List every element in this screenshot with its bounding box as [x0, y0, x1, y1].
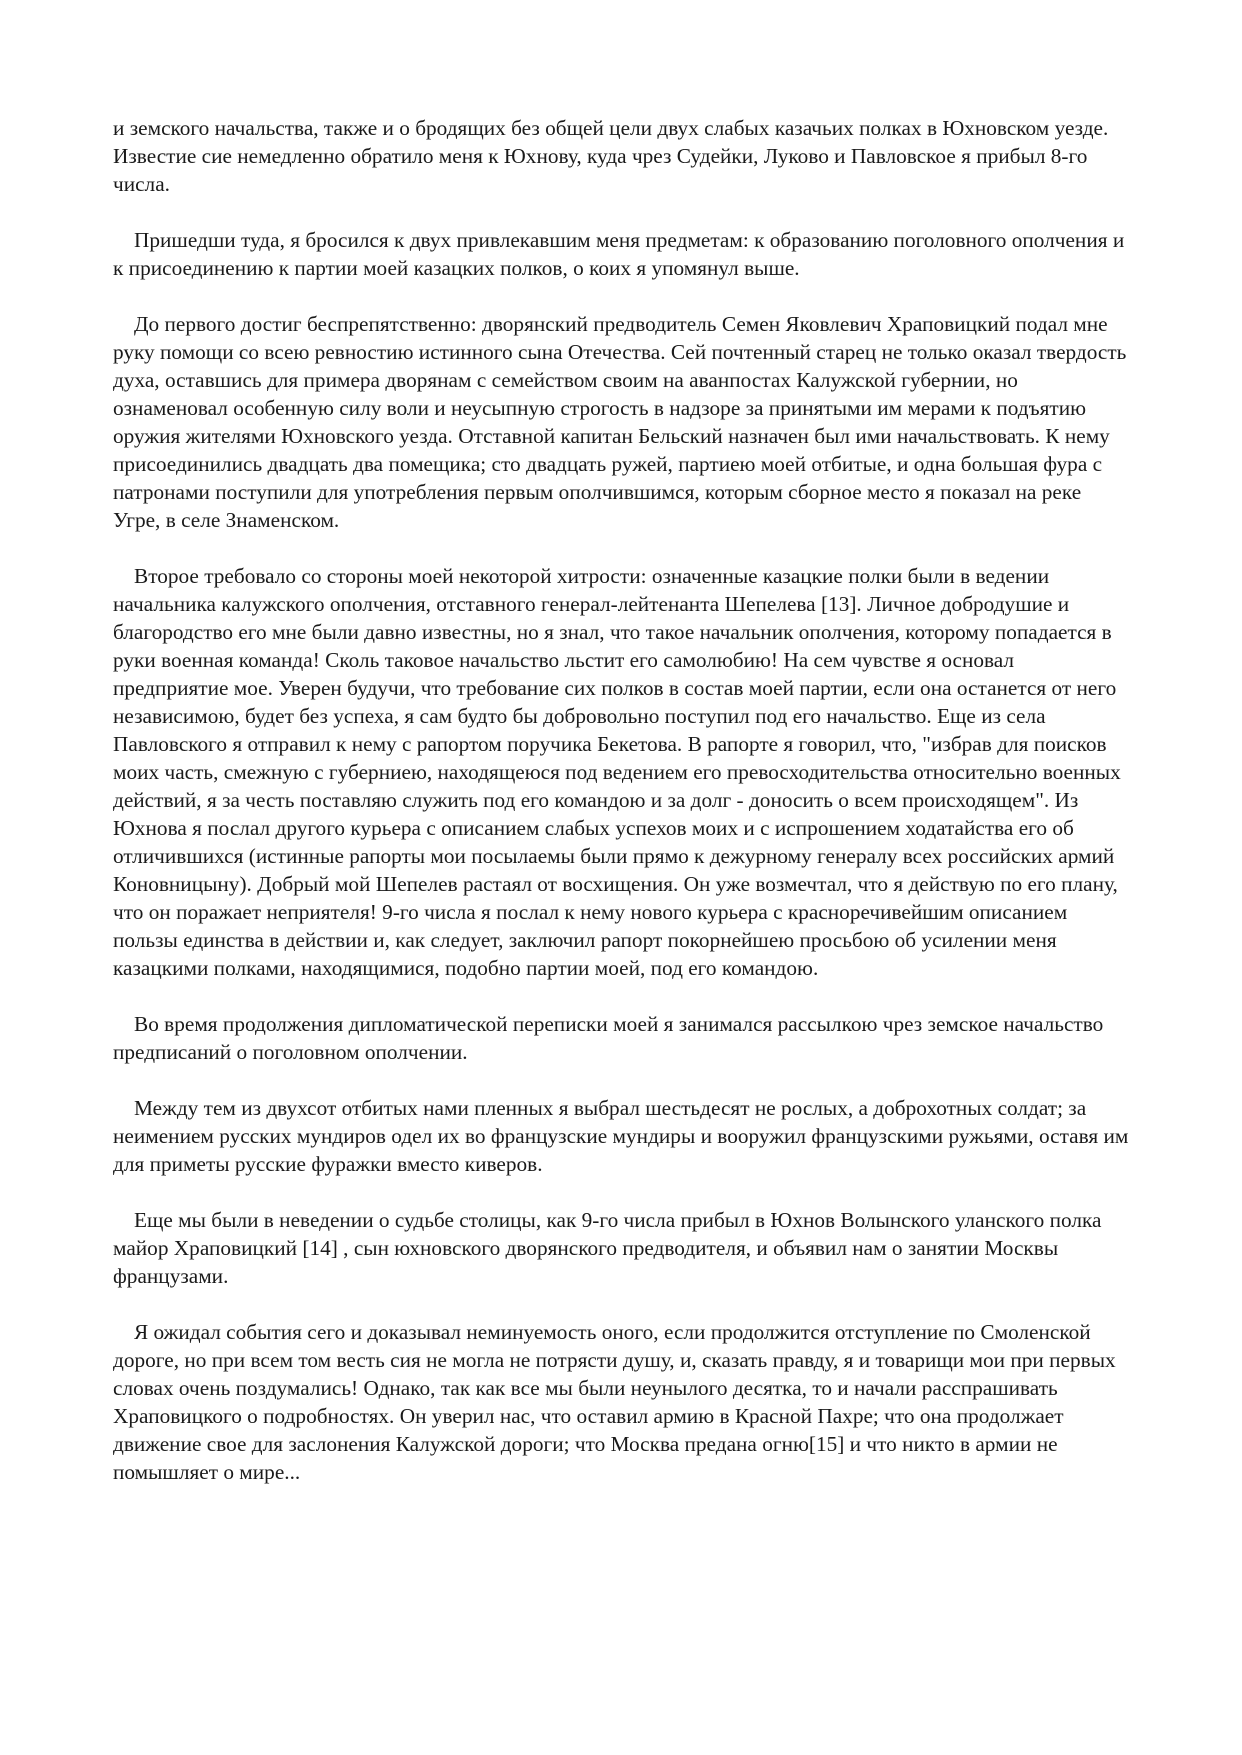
paragraph: До первого достиг беспрепятственно: дворянский предводитель Семен Яковлевич Храповицкий подал мне руку помощи со всею ревностию истинного сына Отечества. Сей почтенный старец не только оказал твердость духа, оставшись для примера дворянам с семейством своим на аванпостах Калужской губернии, но ознаменовал особенную силу воли и неусыпную строгость в надзоре за принятыми им мерами к подъятию оружия жителями Юхновского уезда. Отставной капитан Бельский назначен был ими начальствовать. К нему присоединились двадцать два помещика; сто двадцать ружей, партиею моей отбитые, и одна большая фура с патронами поступили для употребления первым ополчившимся, которым сборное место я показал на реке Угре, в селе Знаменском.: [113, 312, 1127, 532]
paragraph: Между тем из двухсот отбитых нами пленных я выбрал шестьдесят не рослых, а доброхотных солдат; за неимением русских мундиров одел их во французские мундиры и вооружил французскими ружьями, оставя им для приметы русские фуражки вместо киверов.: [113, 1096, 1129, 1176]
paragraph: Еще мы были в неведении о судьбе столицы, как 9-го числа прибыл в Юхнов Волынского уланского полка майор Храповицкий [14] , сын юхновского дворянского предводителя, и объявил нам о занятии Москвы французами.: [113, 1208, 1102, 1288]
paragraph: Во время продолжения дипломатической переписки моей я занимался рассылкою чрез земское начальство предписаний о поголовном ополчении.: [113, 1012, 1104, 1064]
paragraph: и земского начальства, также и о бродящих без общей цели двух слабых казачьих полках в Юхновском уезде. Известие сие немедленно обратило меня к Юхнову, куда чрез Судейки, Луково и Павловское я прибыл 8-го числа.: [113, 116, 1109, 196]
document-page: [113, 114, 1133, 1514]
paragraph: Пришедши туда, я бросился к двух привлекавшим меня предметам: к образованию поголовного ополчения и к присоединению к партии моей казацких полков, о коих я упомянул выше.: [113, 228, 1125, 280]
paragraph: Второе требовало со стороны моей некоторой хитрости: означенные казацкие полки были в ведении начальника калужского ополчения, отставного генерал-лейтенанта Шепелева [13]. Личное добродушие и благородство его мне были давно известны, но я знал, что такое начальник ополчения, которому попадается в руки военная команда! Сколь таковое начальство льстит его самолюбию! На сем чувстве я основал предприятие мое. Уверен будучи, что требование сих полков в состав моей партии, если она останется от него независимою, будет без успеха, я сам будто бы добровольно поступил под его начальство. Еще из села Павловского я отправил к нему с рапортом поручика Бекетова. В рапорте я говорил, что, "избрав для поисков моих часть, смежную с губерниею, находящеюся под ведением его превосходительства относительно военных действий, я за честь поставляю служить под его командою и за долг - доносить о всем происходящем". Из Юхнова я послал другого курьера с описанием слабых успехов моих и с испрошением ходатайства его об отличившихся (истинные рапорты мои посылаемы были прямо к дежурному генералу всех российских армий Коновницыну). Добрый мой Шепелев растаял от восхищения. Он уже возмечтал, что я действую по его плану, что он поражает неприятеля! 9-го числа я послал к нему нового курьера с красноречивейшим описанием пользы единства в действии и, как следует, заключил рапорт покорнейшею просьбою об усилении меня казацкими полками, находящимися, подобно партии моей, под его командою.: [113, 564, 1121, 980]
paragraph: Я ожидал события сего и доказывал неминуемость оного, если продолжится отступление по Смоленской дороге, но при всем том весть сия не могла не потрясти душу, и, сказать правду, я и товарищи мои при первых словах очень поздумались! Однако, так как все мы были неунылого десятка, то и начали расспрашивать Храповицкого о подробностях. Он уверил нас, что оставил армию в Красной Пахре; что она продолжает движение свое для заслонения Калужской дороги; что Москва предана огню[15] и что никто в армии не помышляет о мире...: [113, 1320, 1116, 1484]
